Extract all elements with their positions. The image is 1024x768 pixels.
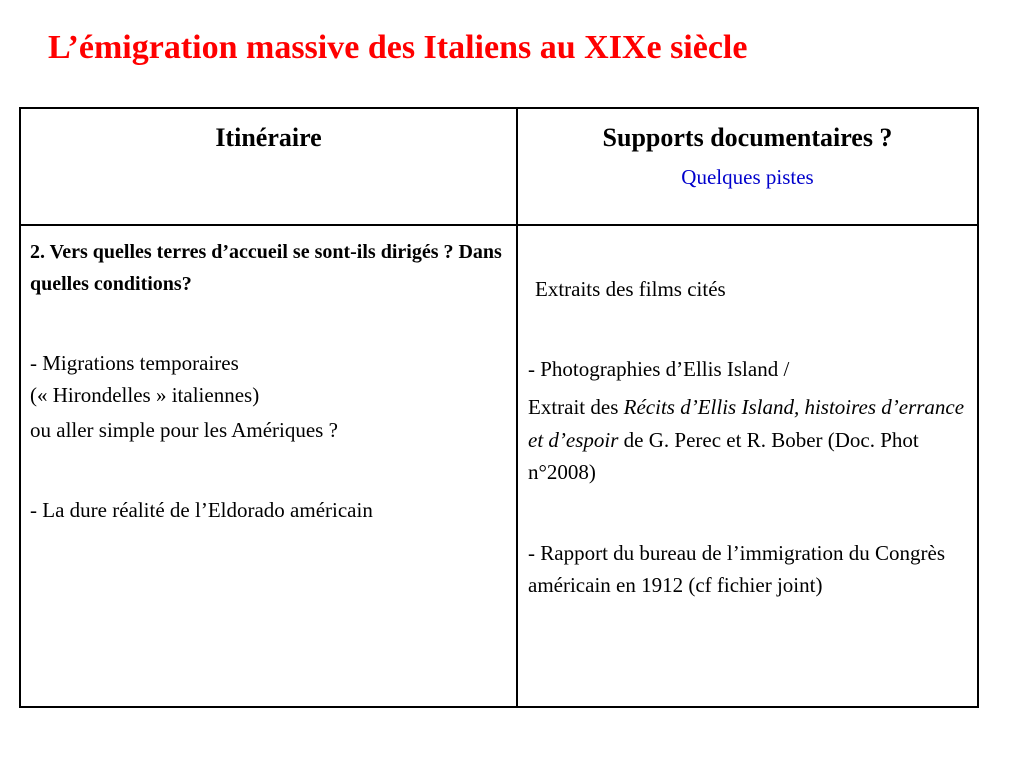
migration-point-line2: (« Hirondelles » italiennes) bbox=[30, 382, 260, 407]
itinerary-cell bbox=[20, 225, 517, 707]
header-supports-subtitle: Quelques pistes bbox=[681, 165, 814, 189]
itinerary-question: 2. Vers quelles terres d’accueil se sont-ils dirigés ? Dans quelles conditions? bbox=[30, 241, 502, 295]
eldorado-point: - La dure réalité de l’Eldorado américain bbox=[30, 497, 373, 522]
extrait-prefix: Extrait des bbox=[528, 395, 624, 419]
itinerary-table bbox=[19, 107, 979, 708]
rapport-item: - Rapport du bureau de l’immigration du Congrès américain en 1912 (cf fichier joint) bbox=[528, 540, 945, 598]
extrait-suffix: de G. Perec et R. Bober (Doc. Phot n°2008) bbox=[528, 427, 919, 485]
slide-title: L’émigration massive des Italiens au XIXe siècle bbox=[48, 29, 748, 66]
table-row bbox=[20, 225, 978, 707]
table-header-row bbox=[20, 108, 978, 225]
extrait-book-title: Récits d’Ellis Island, histoires d’errance et d’espoir bbox=[528, 395, 965, 452]
extrait-item bbox=[528, 391, 969, 489]
supports-cell bbox=[517, 225, 978, 707]
migration-point-line1: - Migrations temporaires bbox=[30, 351, 239, 375]
header-itinerary-label: Itinéraire bbox=[215, 123, 322, 152]
migration-point-line3: ou aller simple pour les Amériques ? bbox=[30, 418, 338, 442]
header-supports-label: Supports documentaires ? bbox=[602, 123, 893, 152]
header-itinerary bbox=[20, 108, 517, 225]
header-supports bbox=[517, 108, 978, 225]
photos-item: - Photographies d’Ellis Island / bbox=[528, 356, 790, 381]
films-item: Extraits des films cités bbox=[535, 277, 726, 301]
